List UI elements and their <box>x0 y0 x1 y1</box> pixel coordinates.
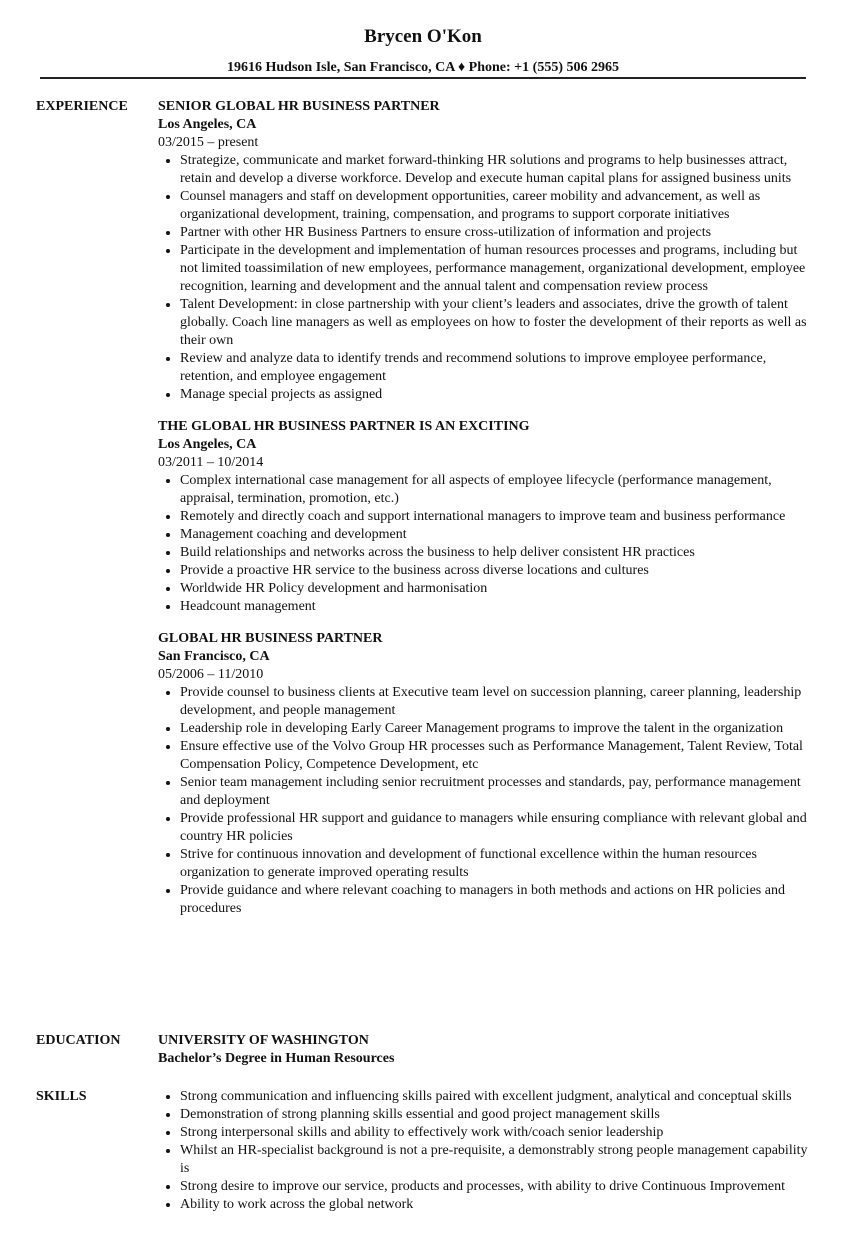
list-item: • Whilst an HR-specialist background is not a pre-requisite, a demonstrably strong people management capability is <box>180 1142 810 1178</box>
list-item: • Strong desire to improve our service, products and processes, with ability to drive Continuous Improvement <box>180 1178 810 1196</box>
list-item: • Ability to work across the global network <box>180 1196 810 1214</box>
list-item: • Senior team management including senior recruitment processes and standards, pay, performance management and deployment <box>180 774 810 810</box>
section-label-experience: EXPERIENCE <box>36 99 128 114</box>
list-item: • Strategize, communicate and market forward-thinking HR solutions and programs to help businesses attract, retain and develop a diverse workforce. Develop and execute human capital plans for assigned business units <box>180 152 810 188</box>
school-name: UNIVERSITY OF WASHINGTON <box>158 1033 369 1048</box>
job-location: Los Angeles, CA <box>158 117 257 132</box>
list-item: • Headcount management <box>180 598 810 616</box>
list-item: • Provide professional HR support and guidance to managers while ensuring compliance with relevant global and country HR policies <box>180 810 810 846</box>
list-item: • Talent Development: in close partnership with your client’s leaders and associates, drive the growth of talent globally. Coach line managers as well as employees on how to foster the development of their reports as well as their own <box>180 296 810 350</box>
list-item: • Remotely and directly coach and support international managers to improve team and business performance <box>180 508 810 526</box>
job-entry <box>158 630 810 918</box>
job-title: GLOBAL HR BUSINESS PARTNER <box>158 631 383 646</box>
job-entry <box>158 418 810 616</box>
education-content <box>158 1032 810 1068</box>
degree: Bachelor’s Degree in Human Resources <box>158 1051 395 1066</box>
section-label-skills: SKILLS <box>36 1089 87 1104</box>
list-item: • Strong communication and influencing skills paired with excellent judgment, analytical and conceptual skills <box>180 1088 810 1106</box>
candidate-name: Brycen O'Kon <box>364 26 482 47</box>
list-item: • Provide a proactive HR service to the business across diverse locations and cultures <box>180 562 810 580</box>
job-title: THE GLOBAL HR BUSINESS PARTNER IS AN EXCITING <box>158 419 530 434</box>
experience-content <box>158 98 810 932</box>
job-dates: 03/2015 – present <box>158 135 259 150</box>
contact-line: 19616 Hudson Isle, San Francisco, CA ♦ Phone: +1 (555) 506 2965 <box>227 60 619 75</box>
job-title: SENIOR GLOBAL HR BUSINESS PARTNER <box>158 99 440 114</box>
job-dates: 05/2006 – 11/2010 <box>158 667 264 682</box>
job-location: San Francisco, CA <box>158 649 270 664</box>
list-item: • Review and analyze data to identify trends and recommend solutions to improve employee performance, retention, and employee engagement <box>180 350 810 386</box>
list-item: • Complex international case management for all aspects of employee lifecycle (performance management, appraisal, termination, promotion, etc.) <box>180 472 810 508</box>
list-item: • Partner with other HR Business Partners to ensure cross-utilization of information and projects <box>180 224 810 242</box>
job-bullets <box>158 472 810 616</box>
job-bullets <box>158 152 810 404</box>
list-item: • Counsel managers and staff on development opportunities, career mobility and advancement, as well as organizational development, training, compensation, and programs to support corporate initiatives <box>180 188 810 224</box>
job-dates: 03/2011 – 10/2014 <box>158 455 264 470</box>
job-location: Los Angeles, CA <box>158 437 257 452</box>
list-item: • Management coaching and development <box>180 526 810 544</box>
list-item: • Leadership role in developing Early Career Management programs to improve the talent in the organization <box>180 720 810 738</box>
header-divider <box>40 77 806 79</box>
job-entry <box>158 98 810 404</box>
list-item: • Provide counsel to business clients at Executive team level on succession planning, career planning, leadership development, and people management <box>180 684 810 720</box>
list-item: • Strong interpersonal skills and ability to effectively work with/coach senior leadership <box>180 1124 810 1142</box>
section-label-education: EDUCATION <box>36 1033 121 1048</box>
skills-list <box>158 1088 810 1214</box>
list-item: • Ensure effective use of the Volvo Group HR processes such as Performance Management, Talent Review, Total Compensation Policy, Competence Development, etc <box>180 738 810 774</box>
list-item: • Build relationships and networks across the business to help deliver consistent HR practices <box>180 544 810 562</box>
list-item: • Manage special projects as assigned <box>180 386 810 404</box>
list-item: • Strive for continuous innovation and development of functional excellence within the human resources organization to generate improved operating results <box>180 846 810 882</box>
skills-content <box>158 1088 810 1214</box>
list-item: • Participate in the development and implementation of human resources processes and programs, including but not limited toassimilation of new employees, performance management, organizational development, employee recognition, learning and development and the annual talent and compensation review process <box>180 242 810 296</box>
job-bullets <box>158 684 810 918</box>
list-item: • Worldwide HR Policy development and harmonisation <box>180 580 810 598</box>
list-item: • Provide guidance and where relevant coaching to managers in both methods and actions on HR policies and procedures <box>180 882 810 918</box>
list-item: • Demonstration of strong planning skills essential and good project management skills <box>180 1106 810 1124</box>
